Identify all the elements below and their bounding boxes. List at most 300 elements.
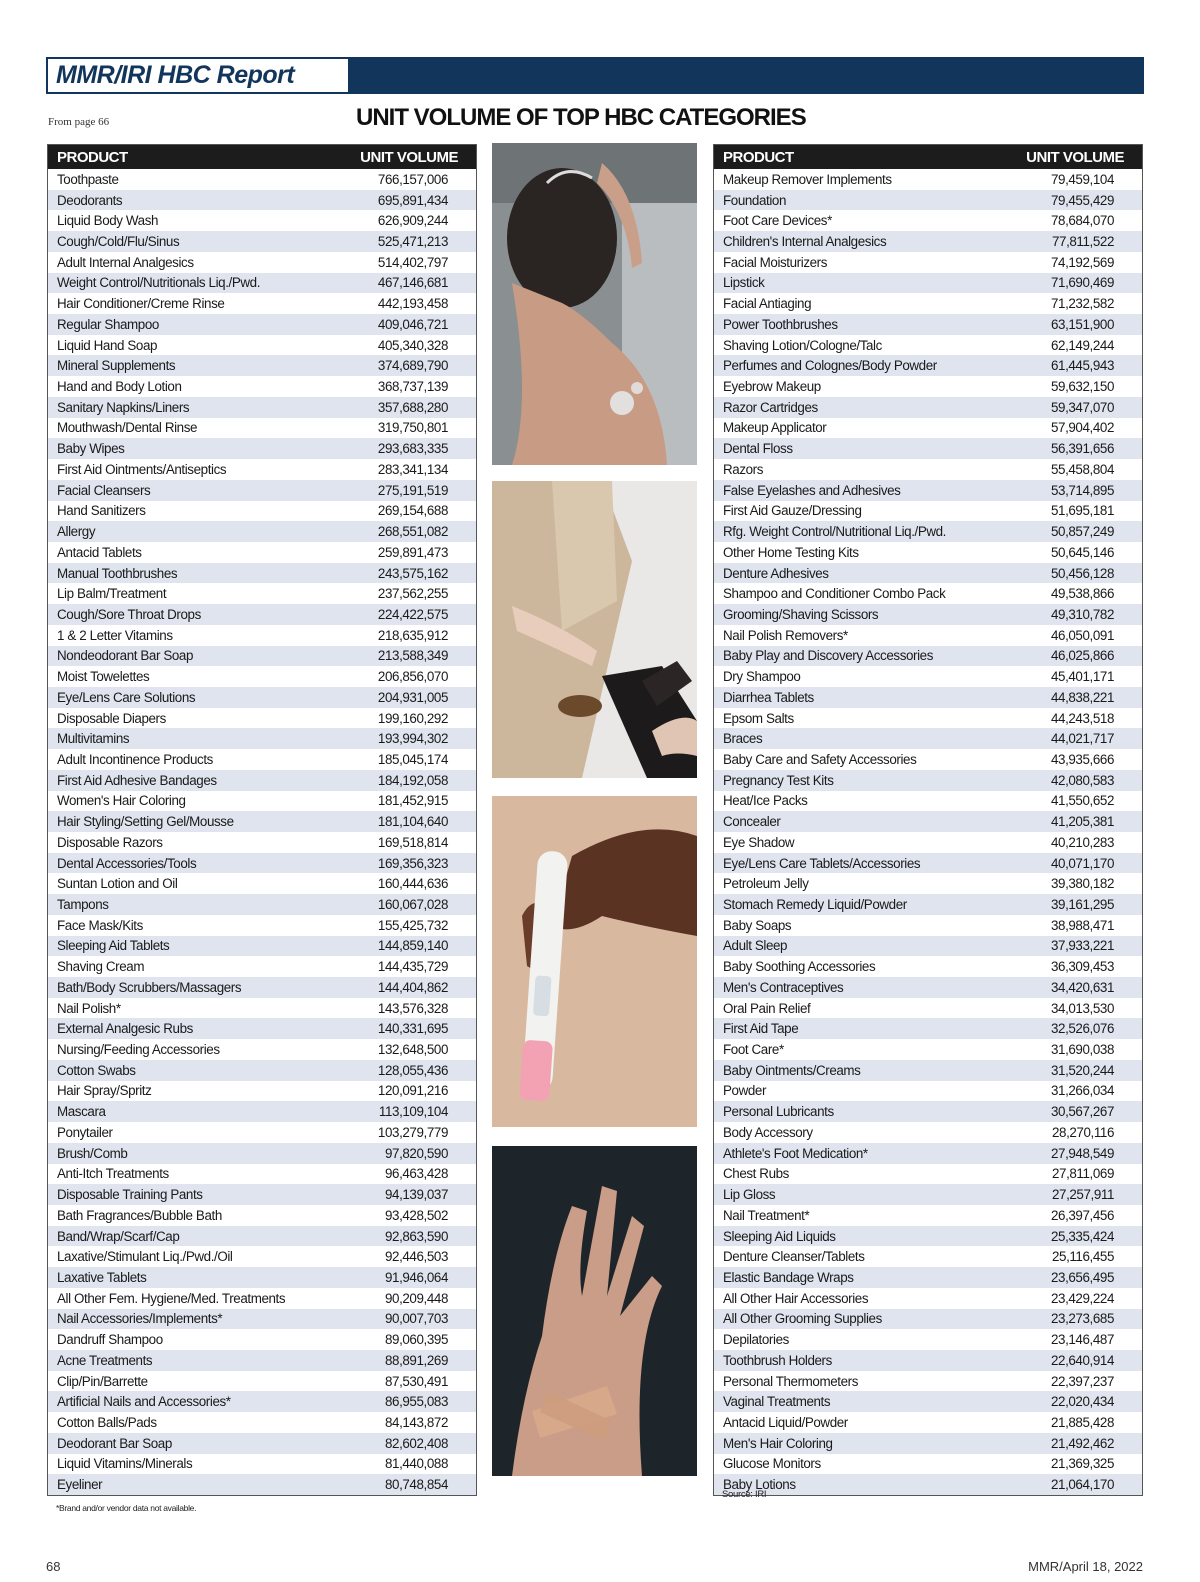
table-row [714,1433,1142,1454]
volume-cell: 34,013,530 [1050,1000,1114,1016]
table-row [714,998,1142,1019]
volume-cell: 51,695,181 [1050,503,1114,519]
volume-cell: 368,737,139 [377,379,448,395]
table-row [48,1309,476,1330]
volume-cell: 193,994,302 [377,731,448,747]
table-row [48,604,476,625]
volume-cell: 199,160,292 [377,710,448,726]
product-cell: Bath Fragrances/Bubble Bath [57,1207,222,1223]
table-row [714,252,1142,273]
product-cell: Toothbrush Holders [723,1352,832,1368]
volume-cell: 90,007,703 [384,1311,448,1327]
table-row [714,376,1142,397]
volume-cell: 25,335,424 [1050,1228,1114,1244]
volume-cell: 275,191,519 [377,482,448,498]
product-cell: Band/Wrap/Scarf/Cap [57,1228,180,1244]
product-cell: Razors [723,461,764,477]
table-row [48,1246,476,1267]
product-cell: Lipstick [723,275,765,291]
volume-cell: 31,266,034 [1050,1083,1114,1099]
table-row [48,376,476,397]
product-cell: Allergy [57,524,96,540]
volume-cell: 143,576,328 [377,1000,448,1016]
table-row [714,397,1142,418]
table-row [714,1267,1142,1288]
volume-cell: 31,520,244 [1050,1062,1114,1078]
volume-cell: 374,689,790 [377,358,448,374]
volume-cell: 71,232,582 [1050,296,1114,312]
table-row [48,459,476,480]
table-row [714,1039,1142,1060]
product-cell: Anti-Itch Treatments [57,1166,169,1182]
product-cell: All Other Hair Accessories [723,1290,869,1306]
table-row [714,1164,1142,1185]
volume-cell: 160,067,028 [377,897,448,913]
table-row [48,894,476,915]
volume-cell: 49,538,866 [1050,586,1114,602]
volume-cell: 61,445,943 [1050,358,1114,374]
volume-cell: 40,071,170 [1050,855,1114,871]
product-cell: Dental Floss [723,441,793,457]
volume-cell: 50,645,146 [1050,544,1114,560]
product-cell: Baby Lotions [723,1477,796,1493]
table-row [714,1184,1142,1205]
volume-cell: 38,988,471 [1050,917,1114,933]
table-row [48,749,476,770]
bandaged-wrist-photo [492,1146,697,1476]
volume-cell: 59,632,150 [1050,379,1114,395]
volume-cell: 169,356,323 [377,855,448,871]
product-cell: Baby Soaps [723,917,792,933]
product-cell: External Analgesic Rubs [57,1021,193,1037]
volume-cell: 27,811,069 [1051,1166,1114,1182]
table-row [48,915,476,936]
table-row [48,1205,476,1226]
volume-cell: 39,380,182 [1050,876,1114,892]
volume-cell: 243,575,162 [377,565,448,581]
table-row [714,894,1142,915]
volume-cell: 87,530,491 [384,1373,448,1389]
volume-cell: 25,116,455 [1051,1249,1114,1265]
table-row [48,1184,476,1205]
volume-cell: 50,857,249 [1050,524,1114,540]
product-cell: Baby Wipes [57,441,125,457]
product-cell: Elastic Bandage Wraps [723,1269,854,1285]
volume-cell: 78,684,070 [1050,213,1114,229]
product-cell: Nail Accessories/Implements* [57,1311,223,1327]
volume-cell: 144,859,140 [377,938,448,954]
volume-cell: 21,492,462 [1050,1435,1114,1451]
table-row [48,1474,476,1495]
volume-cell: 41,205,381 [1050,814,1114,830]
product-cell: Laxative/Stimulant Liq./Pwd./Oil [57,1249,233,1265]
product-cell: Rfg. Weight Control/Nutritional Liq./Pwd. [723,524,947,540]
product-cell: Hair Spray/Spritz [57,1083,152,1099]
product-cell: Chest Rubs [723,1166,789,1182]
table-row [714,646,1142,667]
product-cell: Hand and Body Lotion [57,379,182,395]
product-cell: Denture Cleanser/Tablets [723,1249,865,1265]
table-row [714,1101,1142,1122]
volume-cell: 32,526,076 [1050,1021,1114,1037]
table-row [714,459,1142,480]
product-cell: Grooming/Shaving Scissors [723,606,879,622]
volume-cell: 81,440,088 [384,1456,448,1472]
table-row [48,708,476,729]
volume-cell: 74,192,569 [1050,254,1114,270]
product-cell: Shampoo and Conditioner Combo Pack [723,586,946,602]
table-row [48,832,476,853]
product-cell: Pregnancy Test Kits [723,772,834,788]
table-row [714,542,1142,563]
product-cell: Eyebrow Makeup [723,379,821,395]
table-row [714,1309,1142,1330]
volume-cell: 77,811,522 [1051,234,1114,250]
product-cell: Dandruff Shampoo [57,1332,163,1348]
volume-cell: 86,955,083 [384,1394,448,1410]
table-row [714,811,1142,832]
product-cell: Manual Toothbrushes [57,565,178,581]
volume-cell: 21,885,428 [1050,1414,1114,1430]
volume-cell: 57,904,402 [1050,420,1114,436]
table-body [48,169,476,1495]
product-cell: Nondeodorant Bar Soap [57,648,194,664]
table-header [714,145,1142,169]
table-row [714,1412,1142,1433]
table-row [714,956,1142,977]
product-cell: Foundation [723,192,787,208]
product-cell: 1 & 2 Letter Vitamins [57,627,173,643]
product-cell: Nail Polish Removers* [723,627,848,643]
product-cell: False Eyelashes and Adhesives [723,482,901,498]
product-cell: Antacid Liquid/Powder [723,1414,848,1430]
table-header [48,145,476,169]
volume-cell: 44,021,717 [1050,731,1114,747]
volume-cell: 56,391,656 [1050,441,1114,457]
product-column-header: PRODUCT [723,148,794,166]
product-cell: Hair Styling/Setting Gel/Mousse [57,814,234,830]
product-cell: Men's Contraceptives [723,979,844,995]
table-row [714,708,1142,729]
product-cell: Shaving Lotion/Cologne/Talc [723,337,882,353]
product-cell: Depilatories [723,1332,789,1348]
table-row [714,749,1142,770]
volume-column-header: UNIT VOLUME [360,148,458,166]
volume-cell: 63,151,900 [1050,316,1114,332]
volume-cell: 80,748,854 [384,1477,448,1493]
volume-cell: 28,270,116 [1051,1124,1114,1140]
volume-cell: 357,688,280 [377,399,448,415]
table-row [714,666,1142,687]
table-row [48,791,476,812]
volume-cell: 43,935,666 [1050,751,1114,767]
product-cell: Body Accessory [723,1124,813,1140]
volume-cell: 103,279,779 [377,1124,448,1140]
volume-cell: 46,025,866 [1050,648,1114,664]
product-cell: Foot Care Devices* [723,213,832,229]
volume-cell: 514,402,797 [377,254,448,270]
product-cell: Eye Shadow [723,834,795,850]
table-row [714,335,1142,356]
table-row [48,1226,476,1247]
volume-cell: 144,435,729 [377,959,448,975]
volume-cell: 21,064,170 [1050,1477,1114,1493]
table-row [714,438,1142,459]
volume-cell: 268,551,082 [377,524,448,540]
product-cell: Sleeping Aid Liquids [723,1228,836,1244]
table-row [48,542,476,563]
table-row [48,438,476,459]
product-cell: Men's Hair Coloring [723,1435,833,1451]
table-row [714,1288,1142,1309]
volume-cell: 132,648,500 [377,1042,448,1058]
issue-date: MMR/April 18, 2022 [1028,1559,1143,1574]
volume-cell: 50,456,128 [1050,565,1114,581]
volume-cell: 185,045,174 [377,751,448,767]
volume-cell: 213,588,349 [377,648,448,664]
volume-cell: 88,891,269 [384,1352,448,1368]
table-row [714,1081,1142,1102]
table-row [714,1391,1142,1412]
product-cell: Denture Adhesives [723,565,829,581]
volume-cell: 467,146,681 [377,275,448,291]
table-row [48,873,476,894]
table-row [714,583,1142,604]
table-row [48,355,476,376]
table-row [714,169,1142,190]
product-cell: Lip Balm/Treatment [57,586,167,602]
table-row [48,521,476,542]
table-row [48,273,476,294]
volume-cell: 46,050,091 [1050,627,1114,643]
product-cell: Power Toothbrushes [723,316,838,332]
table-row [48,1412,476,1433]
table-row [48,1101,476,1122]
product-cell: Disposable Training Pants [57,1187,203,1203]
table-row [48,853,476,874]
product-cell: Artificial Nails and Accessories* [57,1394,231,1410]
table-row [714,273,1142,294]
table-body [714,169,1142,1495]
volume-cell: 766,157,006 [377,171,448,187]
volume-cell: 319,750,801 [377,420,448,436]
volume-cell: 92,446,503 [384,1249,448,1265]
product-cell: Children's Internal Analgesics [723,234,887,250]
volume-cell: 23,273,685 [1050,1311,1114,1327]
product-cell: Athlete's Foot Medication* [723,1145,868,1161]
table-row [714,1143,1142,1164]
volume-cell: 90,209,448 [384,1290,448,1306]
table-row [714,314,1142,335]
product-cell: Adult Sleep [723,938,788,954]
table-row [48,1143,476,1164]
table-row [48,1267,476,1288]
product-cell: Cotton Swabs [57,1062,136,1078]
volume-cell: 237,562,255 [377,586,448,602]
product-cell: Liquid Vitamins/Minerals [57,1456,193,1472]
volume-cell: 695,891,434 [377,192,448,208]
table-row [714,915,1142,936]
table-row [714,231,1142,252]
product-cell: Vaginal Treatments [723,1394,831,1410]
product-cell: Braces [723,731,763,747]
table-row [48,169,476,190]
table-row [714,1122,1142,1143]
volume-cell: 283,341,134 [377,461,448,477]
right-table [713,144,1143,1496]
volume-cell: 93,428,502 [384,1207,448,1223]
product-cell: Ponytailer [57,1124,113,1140]
product-cell: Deodorant Bar Soap [57,1435,172,1451]
volume-cell: 26,397,456 [1050,1207,1114,1223]
table-row [48,998,476,1019]
product-column-header: PRODUCT [57,148,128,166]
table-row [48,563,476,584]
volume-cell: 79,455,429 [1050,192,1114,208]
volume-cell: 206,856,070 [377,669,448,685]
table-row [48,1288,476,1309]
source-note: Source: IRI [722,1489,767,1500]
volume-cell: 97,820,590 [384,1145,448,1161]
product-cell: Baby Care and Safety Accessories [723,751,917,767]
volume-cell: 27,948,549 [1050,1145,1114,1161]
product-cell: Glucose Monitors [723,1456,821,1472]
volume-cell: 259,891,473 [377,544,448,560]
product-cell: Powder [723,1083,767,1099]
product-cell: Facial Moisturizers [723,254,828,270]
table-row [48,625,476,646]
product-cell: Nail Polish* [57,1000,121,1016]
product-cell: Bath/Body Scrubbers/Massagers [57,979,242,995]
table-row [48,190,476,211]
volume-cell: 22,020,434 [1050,1394,1114,1410]
product-cell: Makeup Remover Implements [723,171,892,187]
volume-cell: 181,104,640 [377,814,448,830]
volume-cell: 49,310,782 [1050,606,1114,622]
product-cell: Clip/Pin/Barrette [57,1373,148,1389]
product-cell: Cotton Balls/Pads [57,1414,157,1430]
table-row [48,397,476,418]
table-row [48,1329,476,1350]
volume-cell: 44,838,221 [1050,689,1114,705]
product-cell: First Aid Gauze/Dressing [723,503,862,519]
product-cell: Baby Play and Discovery Accessories [723,648,934,664]
product-cell: Dry Shampoo [723,669,801,685]
volume-cell: 409,046,721 [377,316,448,332]
table-row [48,418,476,439]
volume-cell: 218,635,912 [377,627,448,643]
volume-cell: 41,550,652 [1050,793,1114,809]
product-cell: Baby Soothing Accessories [723,959,876,975]
table-row [48,314,476,335]
table-row [714,770,1142,791]
volume-cell: 269,154,688 [377,503,448,519]
table-row [48,1018,476,1039]
table-row [48,1433,476,1454]
product-cell: Razor Cartridges [723,399,818,415]
product-cell: Sleeping Aid Tablets [57,938,170,954]
volume-cell: 27,257,911 [1051,1187,1114,1203]
table-row [714,1205,1142,1226]
table-row [714,521,1142,542]
product-cell: Hand Sanitizers [57,503,146,519]
product-cell: First Aid Tape [723,1021,799,1037]
table-row [48,936,476,957]
table-row [48,770,476,791]
table-row [714,1060,1142,1081]
volume-cell: 36,309,453 [1050,959,1114,975]
product-cell: Perfumes and Colognes/Body Powder [723,358,937,374]
liquid-medicine-photo [492,481,697,778]
table-row [714,355,1142,376]
product-cell: Other Home Testing Kits [723,544,859,560]
from-page-note: From page 66 [48,116,110,128]
table-row [48,728,476,749]
product-cell: Petroleum Jelly [723,876,809,892]
product-cell: Laxative Tablets [57,1269,147,1285]
volume-cell: 34,420,631 [1050,979,1114,995]
footnote: *Brand and/or vendor data not available. [56,1503,197,1513]
product-cell: First Aid Adhesive Bandages [57,772,217,788]
volume-cell: 405,340,328 [377,337,448,353]
table-row [714,190,1142,211]
product-cell: Deodorants [57,192,123,208]
volume-cell: 128,055,436 [377,1062,448,1078]
volume-cell: 22,397,237 [1050,1373,1114,1389]
volume-cell: 30,567,267 [1050,1104,1114,1120]
product-cell: Mineral Supplements [57,358,176,374]
table-row [48,1454,476,1475]
volume-column-header: UNIT VOLUME [1026,148,1124,166]
shampoo-photo [492,143,697,465]
table-row [48,1391,476,1412]
table-row [48,252,476,273]
product-cell: Baby Ointments/Creams [723,1062,861,1078]
volume-cell: 40,210,283 [1050,834,1114,850]
table-row [714,873,1142,894]
table-row [48,811,476,832]
product-cell: Shaving Cream [57,959,145,975]
product-cell: Multivitamins [57,731,130,747]
volume-cell: 31,690,038 [1050,1042,1114,1058]
table-row [48,335,476,356]
page-title: UNIT VOLUME OF TOP HBC CATEGORIES [356,104,806,131]
product-cell: Sanitary Napkins/Liners [57,399,190,415]
table-row [48,293,476,314]
table-row [48,231,476,252]
table-row [48,1039,476,1060]
product-cell: Eye/Lens Care Tablets/Accessories [723,855,921,871]
table-row [48,480,476,501]
volume-cell: 293,683,335 [377,441,448,457]
table-row [714,293,1142,314]
product-cell: Weight Control/Nutritionals Liq./Pwd. [57,275,261,291]
product-cell: Eye/Lens Care Solutions [57,689,196,705]
volume-cell: 82,602,408 [384,1435,448,1451]
volume-cell: 113,109,104 [378,1104,448,1120]
product-cell: Foot Care* [723,1042,784,1058]
product-cell: Liquid Body Wash [57,213,159,229]
volume-cell: 55,458,804 [1050,461,1114,477]
table-row [714,210,1142,231]
table-row [714,853,1142,874]
table-row [48,687,476,708]
product-cell: Women's Hair Coloring [57,793,186,809]
volume-cell: 160,444,636 [377,876,448,892]
table-row [714,936,1142,957]
product-cell: Nursing/Feeding Accessories [57,1042,220,1058]
product-cell: Face Mask/Kits [57,917,143,933]
